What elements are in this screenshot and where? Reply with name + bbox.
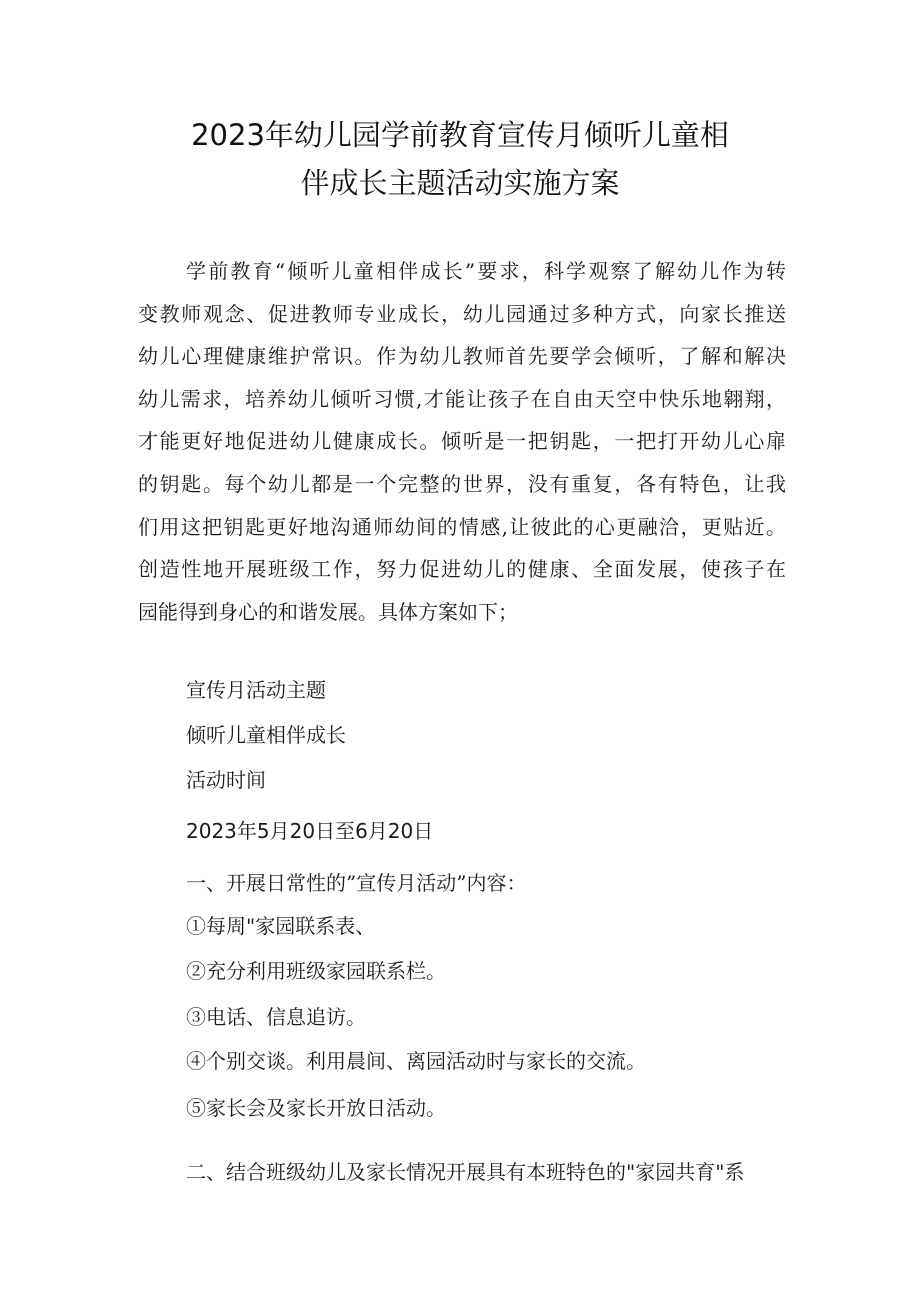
intro-line: 园能得到身心的和谐发展。具体方案如下； bbox=[138, 599, 518, 624]
theme-value: 倾听儿童相伴成长 bbox=[186, 723, 346, 747]
intro-line: 幼儿需求，培养幼儿倾听习惯,才能让孩子在自由天空中快乐地翱翔， bbox=[138, 386, 786, 411]
document-title-line-1: 2023年幼儿园学前教育宣传月倾听儿童相 bbox=[191, 118, 729, 152]
document-title-line-2: 伴成长主题活动实施方案 bbox=[300, 166, 620, 200]
section-1-item: ②充分利用班级家园联系栏。 bbox=[186, 959, 446, 983]
intro-line: 才能更好地促进幼儿健康成长。倾听是一把钥匙，一把打开幼儿心扉 bbox=[138, 429, 786, 454]
intro-line: 变教师观念、促进教师专业成长，幼儿园通过多种方式，向家长推送 bbox=[138, 301, 786, 326]
theme-heading: 宣传月活动主题 bbox=[186, 678, 326, 702]
section-1-item: ③电话、信息追访。 bbox=[186, 1005, 366, 1029]
section-1-item: ⑤家长会及家长开放日活动。 bbox=[186, 1096, 446, 1120]
section-1-item: ①每周"家园联系表、 bbox=[186, 914, 376, 938]
section-1-item: ④个别交谈。利用晨间、离园活动时与家长的交流。 bbox=[186, 1049, 646, 1073]
intro-paragraph bbox=[138, 250, 786, 633]
time-heading: 活动时间 bbox=[186, 768, 266, 792]
section-1-heading: 一、开展日常性的”宣传月活动”内容： bbox=[186, 871, 527, 895]
section-2-heading: 二、结合班级幼儿及家长情况开展具有本班特色的"家园共育"系 bbox=[186, 1160, 745, 1184]
intro-line: 们用这把钥匙更好地沟通师幼间的情感,让彼此的心更融洽，更贴近。 bbox=[138, 514, 786, 539]
intro-line: 的钥匙。每个幼儿都是一个完整的世界，没有重复，各有特色，让我 bbox=[138, 471, 786, 496]
intro-line: 学前教育“倾听儿童相伴成长”要求，科学观察了解幼儿作为转 bbox=[186, 259, 786, 283]
intro-line: 幼儿心理健康维护常识。作为幼儿教师首先要学会倾听，了解和解决 bbox=[138, 344, 786, 369]
time-value: 2023年5月20日至6月20日 bbox=[186, 819, 434, 843]
intro-line: 创造性地开展班级工作，努力促进幼儿的健康、全面发展，使孩子在 bbox=[138, 557, 786, 582]
